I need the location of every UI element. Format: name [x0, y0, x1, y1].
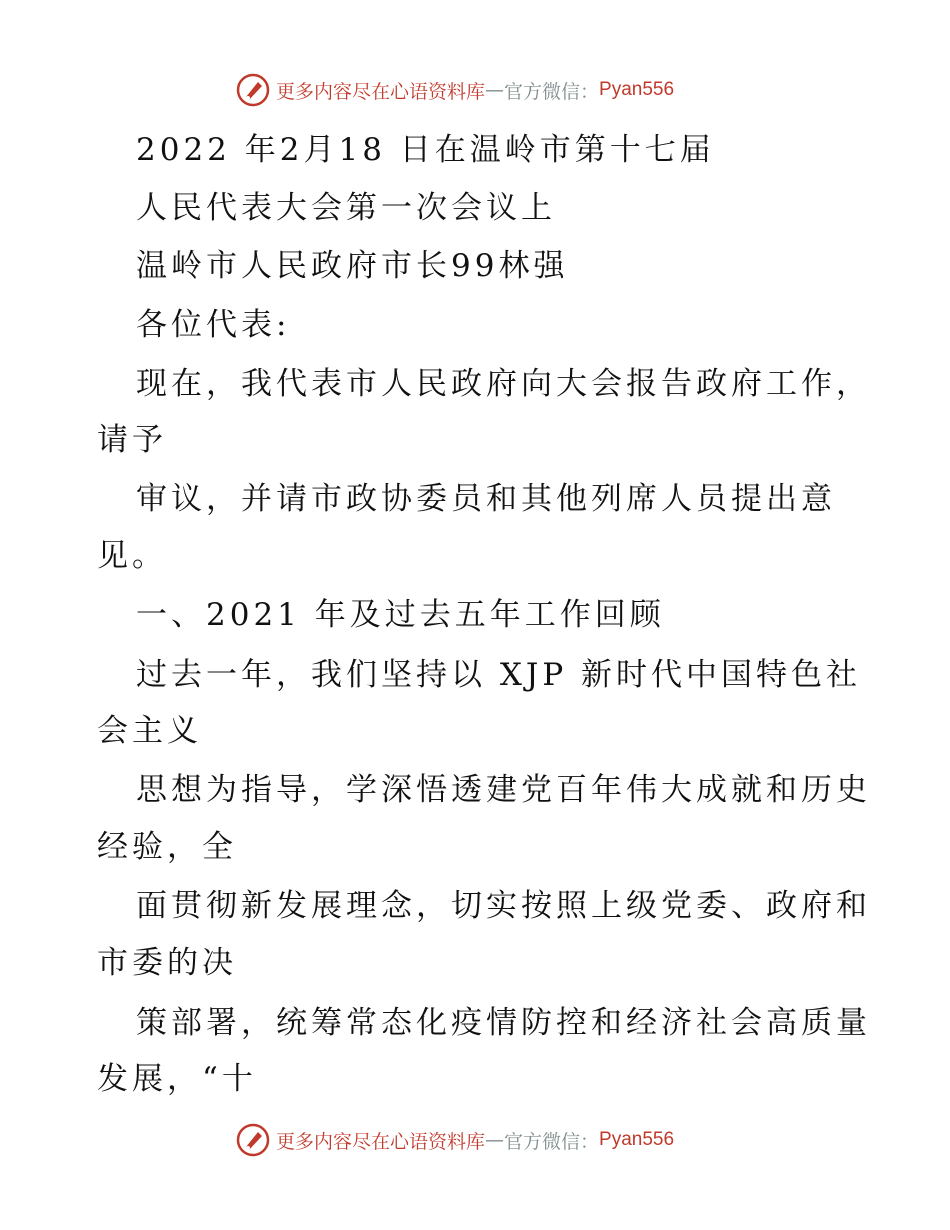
- doc-line: 市委的决: [97, 945, 237, 981]
- doc-line: 过去一年，我们坚持以 XJP 新时代中国特色社: [136, 657, 862, 693]
- watermark-separator: —: [485, 79, 505, 101]
- doc-line: 会主义: [97, 713, 202, 749]
- doc-line: 发展，“十: [97, 1061, 257, 1097]
- watermark-text: 更多内容尽在心语资料库: [276, 80, 486, 103]
- doc-line: 见。: [97, 538, 167, 574]
- doc-line: 审议，并请市政协委员和其他列席人员提出意: [136, 481, 836, 517]
- doc-line: 策部署，统筹常态化疫情防控和经济社会高质量: [136, 1005, 871, 1041]
- doc-line: 现在，我代表市人民政府向大会报告政府工作，: [136, 366, 871, 402]
- wechat-id: Pyan556: [599, 79, 675, 100]
- pen-nib-logo-icon: [236, 1123, 270, 1157]
- section-heading: 一、2021 年及过去五年工作回顾: [136, 597, 665, 633]
- watermark-text: 更多内容尽在心语资料库: [276, 1130, 486, 1153]
- wechat-id: Pyan556: [599, 1129, 675, 1150]
- doc-line: 面贯彻新发展理念，切实按照上级党委、政府和: [136, 888, 871, 924]
- wechat-label: 官方微信：: [504, 80, 600, 103]
- watermark-banner-bottom: [236, 1122, 674, 1158]
- watermark-banner-top: [236, 72, 674, 108]
- doc-line: 经验，全: [97, 829, 237, 865]
- doc-line: 各位代表:: [136, 307, 291, 343]
- wechat-label: 官方微信：: [504, 1130, 600, 1153]
- doc-line: 请予: [97, 422, 167, 458]
- pen-nib-logo-icon: [236, 73, 270, 107]
- doc-line: 温岭市人民政府市长99林强: [136, 248, 569, 284]
- doc-line: 人民代表大会第一次会议上: [136, 190, 556, 226]
- doc-line: 思想为指导，学深悟透建党百年伟大成就和历史: [136, 772, 871, 808]
- watermark-separator: —: [485, 1129, 505, 1151]
- doc-line: 2022 年2月18 日在温岭市第十七届: [136, 132, 715, 168]
